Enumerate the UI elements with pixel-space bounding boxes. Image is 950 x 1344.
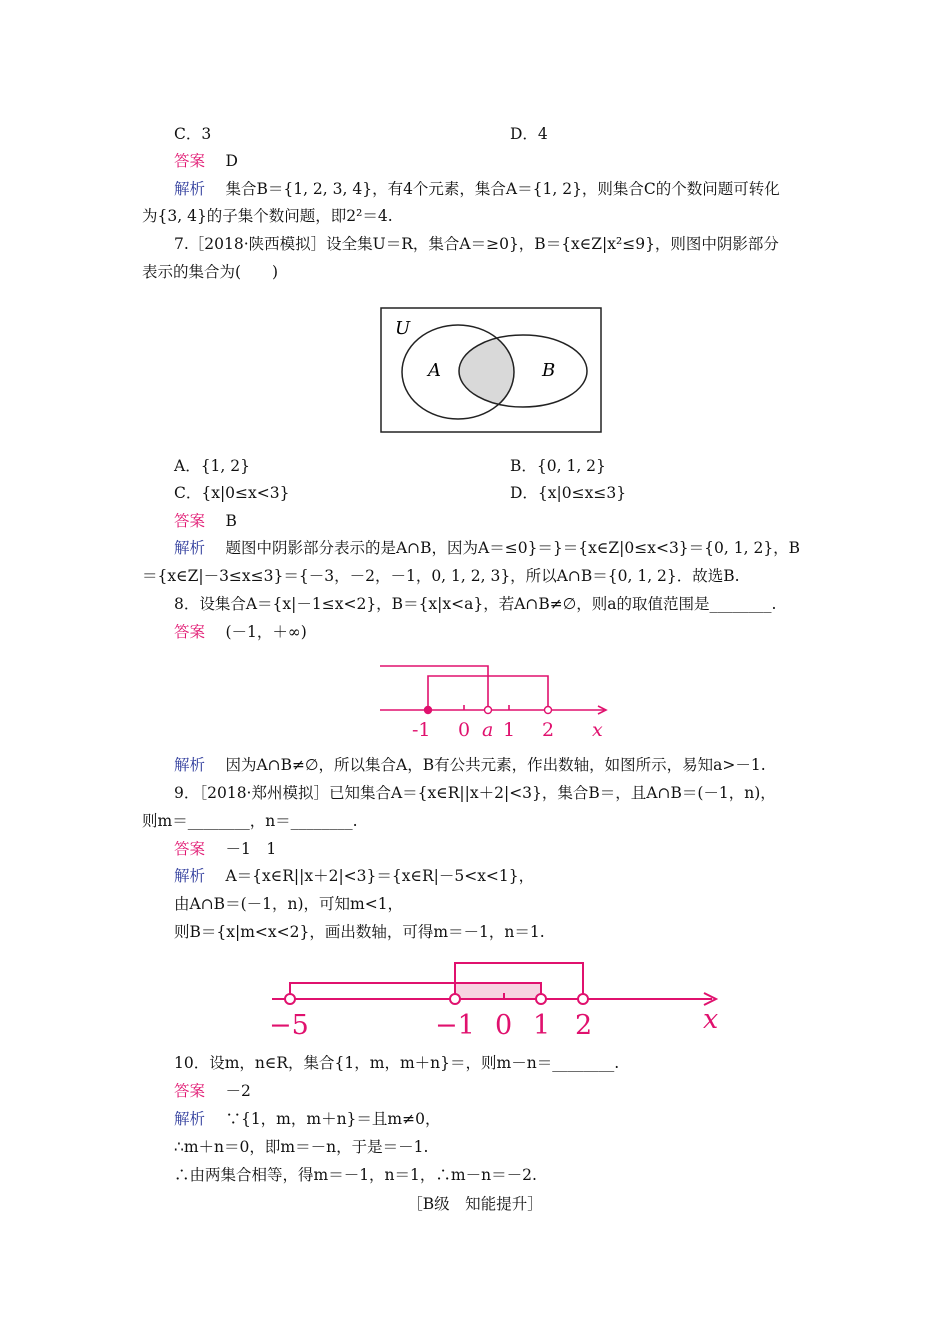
open-dot-1	[536, 994, 546, 1004]
q7-option-b: B．{0, 1, 2}	[510, 457, 606, 475]
label-0: 0	[495, 1010, 513, 1041]
answer-tag: 答案	[174, 1082, 206, 1100]
q8-answer	[174, 622, 307, 642]
label-minus1: −1	[435, 1010, 475, 1041]
q7-stem-line-1: 7.［2018·陕西模拟］设全集U＝R，集合A＝≥0}，B＝{x∈Z|x²≤9}，则图中阴影部分	[174, 235, 779, 253]
q9-stem-line-2: 则m＝________，n＝________.	[142, 812, 358, 830]
q9-analysis-line-3: 则B＝{x|m<x<2}，画出数轴，可得m＝－1，n＝1.	[174, 923, 545, 941]
q7-option-a: A．{1, 2}	[174, 457, 250, 475]
label-1: 1	[503, 719, 516, 741]
answer-tag: 答案	[174, 152, 206, 170]
q9-stem-line-1: 9．［2018·郑州模拟］已知集合A＝{x∈R||x＋2|<3}，集合B＝，且A∩B＝(－1，n)，	[174, 784, 776, 802]
shaded-intersection	[455, 983, 541, 999]
q7-answer	[174, 511, 237, 531]
answer-value: (－1，＋∞)	[225, 623, 307, 641]
q7-analysis-line-2: ＝{x∈Z|－3≤x≤3}＝{－3，－2，－1，0, 1, 2, 3}，所以A∩B＝{0, 1, 2}．故选B.	[142, 567, 740, 585]
analysis-text: 集合B＝{1, 2, 3, 4}，有4个元素，集合A＝{1, 2}，则集合C的个数问题可转化	[225, 180, 780, 198]
label-x: x	[703, 1004, 719, 1035]
q7-option-c: C．{x|0≤x<3}	[174, 484, 290, 502]
q8-number-line	[362, 652, 622, 748]
analysis-tag: 解析	[174, 180, 206, 198]
q6-option-c: C．3	[174, 125, 212, 143]
label-a: A	[428, 360, 441, 381]
q8-stem: 8．设集合A＝{x|－1≤x<2}，B＝{x|x<a}，若A∩B≠∅，则a的取值范围是________.	[174, 595, 777, 613]
label-minus1: -1	[412, 719, 431, 741]
q6-analysis-line-2: 为{3, 4}的子集个数问题，即2²＝4.	[142, 207, 393, 225]
venn-diagram	[362, 292, 622, 450]
answer-tag: 答案	[174, 840, 206, 858]
open-dot-2	[578, 994, 588, 1004]
label-2: 2	[542, 719, 555, 741]
q10-analysis-line-2: ∴m＋n＝0，即m＝－n，于是＝－1.	[174, 1138, 429, 1156]
closed-dot-minus1	[425, 707, 432, 714]
q9-number-line	[254, 950, 730, 1042]
label-b: B	[542, 360, 556, 381]
analysis-tag: 解析	[174, 539, 206, 557]
q10-answer	[174, 1081, 251, 1101]
q6-option-d: D．4	[510, 125, 548, 143]
label-u: U	[395, 318, 411, 339]
q7-stem-line-2: 表示的集合为( )	[142, 263, 279, 281]
analysis-text: 因为A∩B≠∅，所以集合A，B有公共元素，作出数轴，如图所示，易知a>－1.	[225, 756, 766, 774]
open-dot-2	[545, 707, 552, 714]
open-dot-a	[485, 707, 492, 714]
q9-answer	[174, 839, 276, 859]
q7-analysis-line-1	[174, 538, 800, 558]
label-2: 2	[575, 1010, 593, 1041]
q9-analysis-line-1	[174, 866, 534, 886]
q6-analysis-line-1	[174, 179, 780, 199]
answer-tag: 答案	[174, 623, 206, 641]
q7-option-d: D．{x|0≤x≤3}	[510, 484, 627, 502]
analysis-text: A＝{x∈R||x＋2|<3}＝{x∈R|－5<x<1}，	[225, 867, 535, 885]
open-dot-minus5	[285, 994, 295, 1004]
analysis-tag: 解析	[174, 756, 206, 774]
q8-analysis	[174, 755, 766, 775]
section-heading: ［B级 知能提升］	[407, 1195, 543, 1213]
answer-value: D	[225, 152, 238, 170]
label-1: 1	[533, 1010, 551, 1041]
q9-analysis-line-2: 由A∩B＝(－1，n)，可知m<1，	[174, 895, 404, 913]
answer-tag: 答案	[174, 512, 206, 530]
label-x: x	[592, 719, 603, 741]
answer-value: －2	[225, 1082, 251, 1100]
analysis-tag: 解析	[174, 867, 206, 885]
label-minus5: −5	[269, 1010, 309, 1041]
label-a: a	[482, 719, 494, 741]
q10-analysis-line-3: ∴由两集合相等，得m＝－1，n＝1，∴m－n＝－2.	[174, 1166, 537, 1184]
analysis-text: 题图中阴影部分表示的是A∩B，因为A＝≤0}＝}＝{x∈Z|0≤x<3}＝{0, 1, 2}，B	[225, 539, 801, 557]
analysis-tag: 解析	[174, 1110, 206, 1128]
analysis-text: ∵{1，m，m＋n}＝且m≠0，	[225, 1110, 441, 1128]
q6-answer	[174, 151, 238, 171]
open-dot-minus1	[450, 994, 460, 1004]
label-0: 0	[458, 719, 471, 741]
answer-value: B	[225, 512, 237, 530]
q10-analysis-line-1	[174, 1109, 440, 1129]
q10-stem: 10．设m，n∈R，集合{1，m，m＋n}＝，则m－n＝________.	[174, 1054, 620, 1072]
answer-value: －1 1	[225, 840, 277, 858]
set-b-bracket	[380, 666, 488, 707]
